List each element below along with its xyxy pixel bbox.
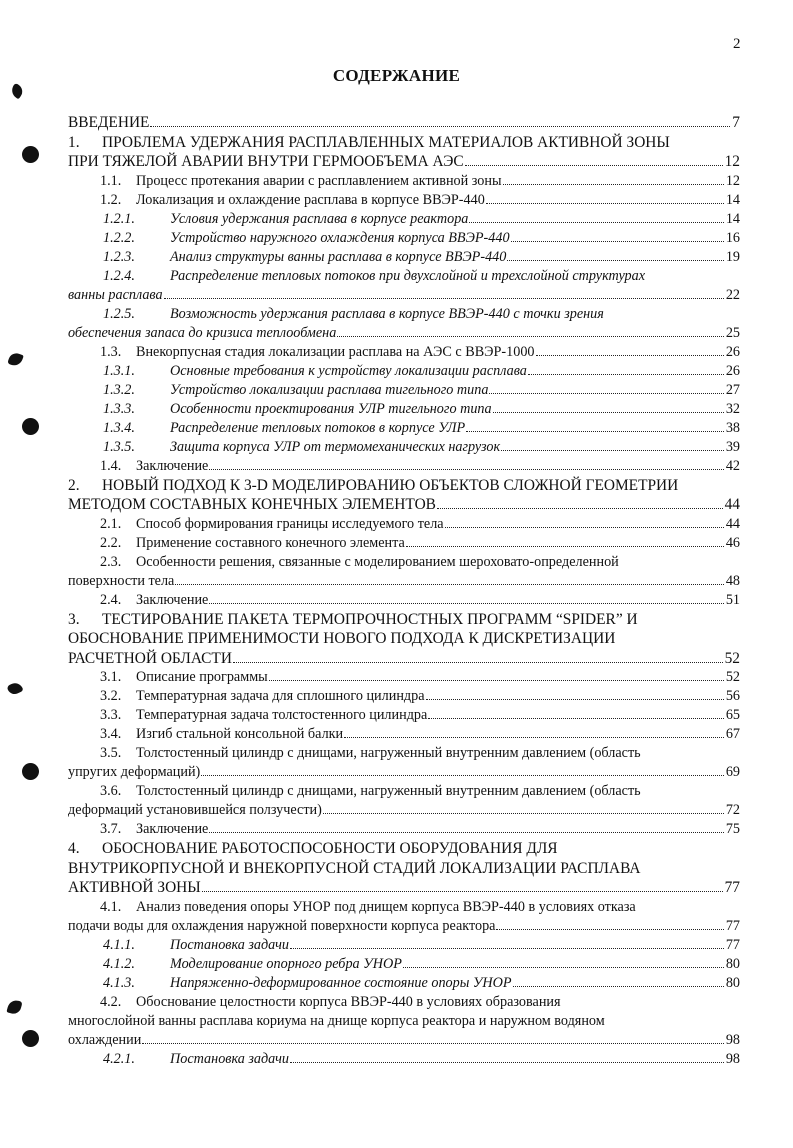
toc-entry-number: 1.3.2. (103, 381, 135, 398)
toc-entry-line (68, 113, 740, 133)
toc-entry-line (68, 553, 740, 572)
toc-entry-number: 4.1. (100, 898, 122, 915)
leader-dots (503, 184, 724, 185)
toc-entry-title: Применение составного конечного элемента (136, 534, 405, 551)
toc-entry-number: 4. (68, 840, 80, 857)
toc-entry-line (68, 1050, 740, 1069)
leader-dots (337, 336, 724, 337)
leader-dots (536, 355, 724, 356)
leader-dots (202, 891, 723, 892)
toc-entry-title: Возможность удержания расплава в корпусе ВВЭР-440 с точки зрения (170, 305, 604, 322)
toc-entry-title: Заключение (136, 457, 209, 474)
toc-entry-page: 42 (725, 457, 740, 474)
toc-entry-page: 80 (725, 974, 740, 991)
toc-entry-title: Распределение тепловых потоков в корпусе УЛР (170, 419, 466, 436)
toc-entry-title: Температурная задача толстостенного цилиндра (136, 707, 428, 723)
toc-entry-number: 3.3. (100, 707, 122, 723)
toc-entry-line (68, 191, 740, 210)
toc-entry-title: Заключение (136, 591, 209, 608)
toc-entry-page: 98 (725, 1050, 740, 1067)
toc-entry-line (68, 629, 740, 649)
toc-entry-title: деформаций установившейся ползучести) (68, 802, 322, 818)
toc-entry-title: Внекорпусная стадия локализации расплава на АЭС с ВВЭР-1000 (136, 343, 535, 360)
leader-dots (209, 469, 723, 470)
toc-entry-line (68, 859, 740, 879)
toc-entry-line (68, 515, 740, 534)
toc-entry-page: 52 (725, 669, 740, 685)
toc-entry-title: Температурная задача для сплошного цилиндра (136, 688, 425, 704)
toc-entry-line (68, 610, 740, 630)
toc-entry-page: 39 (725, 438, 740, 455)
leader-dots (403, 967, 724, 968)
toc-entry-title: Анализ поведения опоры УНОР под днищем корпуса ВВЭР-440 в условиях отказа (136, 898, 636, 915)
toc-entry-line (68, 534, 740, 553)
toc-entry-page: 65 (725, 707, 740, 723)
leader-dots (428, 718, 724, 719)
punch-hole-mark (22, 146, 39, 163)
toc-entry-line (68, 839, 740, 859)
leader-dots (528, 374, 724, 375)
toc-entry-number: 2.4. (100, 591, 122, 608)
toc-entry-title: упругих деформаций) (68, 764, 201, 780)
toc-entry-line (68, 381, 740, 400)
toc-entry-line (68, 267, 740, 286)
toc-entry-line (68, 993, 740, 1012)
toc-entry-title: МЕТОДОМ СОСТАВНЫХ КОНЕЧНЫХ ЭЛЕМЕНТОВ (68, 496, 436, 513)
leader-dots (469, 222, 723, 223)
toc-entry-page: 14 (725, 191, 740, 208)
toc-entry-number: 3.6. (100, 783, 122, 799)
toc-entry-number: 2.2. (100, 534, 122, 551)
toc-entry-title: Постановка задачи (170, 936, 289, 953)
toc-entry-line (68, 1031, 740, 1050)
leader-dots (290, 948, 724, 949)
toc-entry-page: 7 (732, 114, 740, 131)
toc-entry-title: Особенности проектирования УЛР тигельного типа (170, 400, 492, 417)
toc-entry-page: 26 (725, 362, 740, 379)
toc-entry-line (68, 457, 740, 476)
toc-entry-title: Заключение (136, 821, 209, 837)
toc-entry-page: 22 (725, 286, 740, 303)
toc-entry-line (68, 782, 740, 801)
toc-entry-title: Устройство локализации расплава тигельного типа (170, 381, 489, 398)
leader-dots (426, 699, 724, 700)
toc-entry-number: 1.1. (100, 172, 122, 189)
toc-entry-title: обеспечения запаса до кризиса теплообмена (68, 324, 337, 341)
toc-entry-number: 1.2.1. (103, 210, 135, 227)
toc-entry-line (68, 324, 740, 343)
leader-dots (445, 527, 724, 528)
punch-hole-mark (22, 1030, 39, 1047)
toc-entry-number: 2.3. (100, 553, 122, 570)
toc-entry-title: ВНУТРИКОРПУСНОЙ И ВНЕКОРПУСНОЙ СТАДИЙ ЛОКАЛИЗАЦИИ РАСПЛАВА (68, 859, 641, 877)
toc-entry-line (68, 172, 740, 191)
toc-entry-number: 3.1. (100, 669, 122, 685)
toc-entry-number: 1. (68, 133, 80, 151)
leader-dots (501, 450, 724, 451)
leader-dots (164, 298, 724, 299)
leader-dots (507, 260, 723, 261)
leader-dots (511, 241, 724, 242)
toc-entry-title: Устройство наружного охлаждения корпуса ВВЭР-440 (170, 229, 510, 246)
toc-entry-number: 3.5. (100, 745, 122, 761)
toc-entry-page: 27 (725, 381, 740, 398)
leader-dots (437, 508, 723, 509)
toc-entry-line (68, 419, 740, 438)
toc-entry-title: Анализ структуры ванны расплава в корпусе ВВЭР-440 (170, 248, 507, 265)
leader-dots (513, 986, 724, 987)
toc-entry-line (68, 400, 740, 419)
leader-dots (323, 813, 724, 814)
toc-entry-title: ПРОБЛЕМА УДЕРЖАНИЯ РАСПЛАВЛЕННЫХ МАТЕРИАЛОВ АКТИВНОЙ ЗОНЫ (102, 133, 670, 151)
toc-entry-number: 3.7. (100, 821, 122, 837)
page-number: 2 (733, 36, 741, 52)
leader-dots (465, 165, 723, 166)
toc-entry-number: 4.1.3. (103, 974, 135, 991)
toc-entry-page: 72 (725, 802, 740, 818)
leader-dots (290, 1062, 724, 1063)
leader-dots (489, 393, 723, 394)
toc-entry-page: 77 (725, 917, 740, 934)
leader-dots (406, 546, 724, 547)
toc-entry-number: 1.3.1. (103, 362, 135, 379)
toc-entry-number: 1.2.2. (103, 229, 135, 246)
toc-entry-page: 52 (724, 649, 740, 667)
toc-entry-page: 77 (724, 879, 740, 896)
toc-entry-page: 19 (725, 248, 740, 265)
toc-entry-line (68, 362, 740, 381)
toc-entry-title: охлаждении (68, 1031, 142, 1048)
toc-entry-line (68, 210, 740, 229)
toc-entry-line (68, 133, 740, 153)
toc-entry-title: Изгиб стальной консольной балки (136, 726, 344, 742)
toc-entry-number: 1.3.3. (103, 400, 135, 417)
toc-entry-line (68, 763, 740, 782)
leader-dots (233, 662, 723, 663)
toc-entry-page: 44 (724, 496, 740, 513)
leader-dots (269, 680, 724, 681)
toc-entry-title: ванны расплава (68, 286, 163, 303)
toc-entry-title: ВВЕДЕНИЕ (68, 114, 150, 131)
toc-entry-number: 1.3.5. (103, 438, 135, 455)
toc-entry-title: ПРИ ТЯЖЕЛОЙ АВАРИИ ВНУТРИ ГЕРМООБЪЕМА АЭС (68, 153, 464, 170)
toc-entry-number: 3.4. (100, 726, 122, 742)
leader-dots (493, 412, 724, 413)
leader-dots (466, 431, 724, 432)
toc-entry-title: РАСЧЕТНОЙ ОБЛАСТИ (68, 649, 232, 667)
toc-entry-page: 56 (725, 688, 740, 704)
toc-entry-line (68, 706, 740, 725)
toc-entry-line (68, 476, 740, 496)
toc-entry-page: 12 (725, 172, 740, 189)
toc-entry-page: 14 (725, 210, 740, 227)
toc-entry-title: подачи воды для охлаждения наружной поверхности корпуса реактора (68, 917, 496, 934)
toc-entry-title: Толстостенный цилиндр с днищами, нагруженный внутренним давлением (область (136, 745, 641, 761)
leader-dots (150, 126, 730, 127)
leader-dots (209, 832, 723, 833)
toc-entry-line (68, 1012, 740, 1031)
toc-entry-line (68, 725, 740, 744)
toc-entry-number: 4.2.1. (103, 1050, 135, 1067)
toc-entry-page: 67 (725, 726, 740, 742)
toc-entry-line (68, 687, 740, 706)
toc-entry-title: поверхности тела (68, 572, 175, 589)
toc-entry-page: 16 (725, 229, 740, 246)
toc-entry-number: 3. (68, 610, 80, 628)
toc-entry-title: Напряженно-деформированное состояние опоры УНОР (170, 974, 512, 991)
table-of-contents (68, 113, 740, 1069)
toc-entry-page: 46 (725, 534, 740, 551)
toc-entry-title: АКТИВНОЙ ЗОНЫ (68, 879, 201, 896)
toc-entry-title: ТЕСТИРОВАНИЕ ПАКЕТА ТЕРМОПРОЧНОСТНЫХ ПРОГРАММ “SPIDER” И (102, 610, 638, 628)
toc-entry-line (68, 438, 740, 457)
toc-entry-number: 1.3.4. (103, 419, 135, 436)
punch-hole-mark (22, 418, 39, 435)
toc-entry-number: 1.4. (100, 457, 122, 474)
toc-entry-number: 4.1.1. (103, 936, 135, 953)
toc-entry-number: 1.2.4. (103, 267, 135, 284)
toc-entry-page: 51 (725, 591, 740, 608)
toc-entry-title: Распределение тепловых потоков при двухслойной и трехслойной структурах (170, 267, 646, 284)
toc-entry-line (68, 744, 740, 763)
toc-entry-page: 26 (725, 343, 740, 360)
toc-entry-line (68, 495, 740, 515)
toc-entry-title: многослойной ванны расплава кориума на днище корпуса реактора и наружном водяном (68, 1012, 605, 1029)
toc-entry-line (68, 343, 740, 362)
toc-entry-line (68, 898, 740, 917)
toc-entry-number: 3.2. (100, 688, 122, 704)
toc-entry-title: Особенности решения, связанные с моделированием шероховато-определенной (136, 553, 619, 570)
toc-entry-title: Описание программы (136, 669, 268, 685)
toc-entry-title: Моделирование опорного ребра УНОР (170, 955, 402, 972)
toc-entry-line (68, 591, 740, 610)
toc-entry-line (68, 286, 740, 305)
toc-entry-title: Способ формирования границы исследуемого тела (136, 515, 444, 532)
toc-entry-line (68, 572, 740, 591)
ink-splotch (6, 681, 23, 697)
leader-dots (142, 1043, 724, 1044)
leader-dots (344, 737, 724, 738)
toc-entry-page: 75 (725, 821, 740, 837)
toc-entry-number: 1.3. (100, 343, 122, 360)
leader-dots (496, 929, 723, 930)
leader-dots (486, 203, 724, 204)
toc-entry-page: 44 (725, 515, 740, 532)
leader-dots (201, 775, 724, 776)
toc-entry-line (68, 878, 740, 898)
toc-entry-title: ОБОСНОВАНИЕ ПРИМЕНИМОСТИ НОВОГО ПОДХОДА К ДИСКРЕТИЗАЦИИ (68, 630, 616, 647)
leader-dots (209, 603, 723, 604)
toc-entry-title: Условия удержания расплава в корпусе реактора (170, 210, 469, 227)
toc-entry-number: 1.2.5. (103, 305, 135, 322)
ink-splotch (6, 999, 22, 1016)
toc-entry-page: 12 (724, 153, 740, 170)
toc-entry-line (68, 248, 740, 267)
toc-entry-page: 69 (725, 764, 740, 780)
leader-dots (175, 584, 723, 585)
toc-entry-line (68, 305, 740, 324)
toc-entry-number: 1.2.3. (103, 248, 135, 265)
toc-entry-line (68, 801, 740, 820)
toc-entry-number: 2.1. (100, 515, 122, 532)
toc-entry-line (68, 229, 740, 248)
ink-splotch (7, 351, 24, 368)
toc-entry-title: Основные требования к устройству локализации расплава (170, 362, 527, 379)
page-title: СОДЕРЖАНИЕ (332, 66, 461, 85)
toc-entry-page: 25 (725, 324, 740, 341)
toc-entry-page: 77 (725, 936, 740, 953)
toc-entry-page: 98 (725, 1031, 740, 1048)
toc-entry-number: 4.2. (100, 993, 122, 1010)
toc-entry-title: Локализация и охлаждение расплава в корпусе ВВЭР-440 (136, 191, 485, 208)
toc-entry-number: 4.1.2. (103, 955, 135, 972)
toc-entry-page: 32 (725, 400, 740, 417)
toc-entry-line (68, 936, 740, 955)
toc-entry-number: 2. (68, 476, 80, 494)
toc-entry-line (68, 152, 740, 172)
toc-entry-line (68, 820, 740, 839)
toc-entry-line (68, 668, 740, 687)
toc-entry-number: 1.2. (100, 191, 122, 208)
toc-entry-page: 38 (725, 419, 740, 436)
toc-entry-title: Постановка задачи (170, 1050, 289, 1067)
toc-entry-page: 80 (725, 955, 740, 972)
toc-entry-title: НОВЫЙ ПОДХОД К 3-D МОДЕЛИРОВАНИЮ ОБЪЕКТОВ СЛОЖНОЙ ГЕОМЕТРИИ (102, 476, 679, 494)
toc-entry-line (68, 649, 740, 669)
toc-entry-title: Толстостенный цилиндр с днищами, нагруженный внутренним давлением (область (136, 783, 641, 799)
toc-entry-title: Защита корпуса УЛР от термомеханических нагрузок (170, 438, 501, 455)
toc-entry-title: ОБОСНОВАНИЕ РАБОТОСПОСОБНОСТИ ОБОРУДОВАНИЯ ДЛЯ (102, 840, 558, 857)
toc-entry-title: Процесс протекания аварии с расплавлением активной зоны (136, 172, 502, 189)
toc-entry-line (68, 974, 740, 993)
toc-entry-title: Обоснование целостности корпуса ВВЭР-440 в условиях образования (136, 993, 561, 1010)
toc-entry-line (68, 955, 740, 974)
toc-entry-line (68, 917, 740, 936)
punch-hole-mark (22, 763, 39, 780)
toc-entry-page: 48 (725, 572, 740, 589)
